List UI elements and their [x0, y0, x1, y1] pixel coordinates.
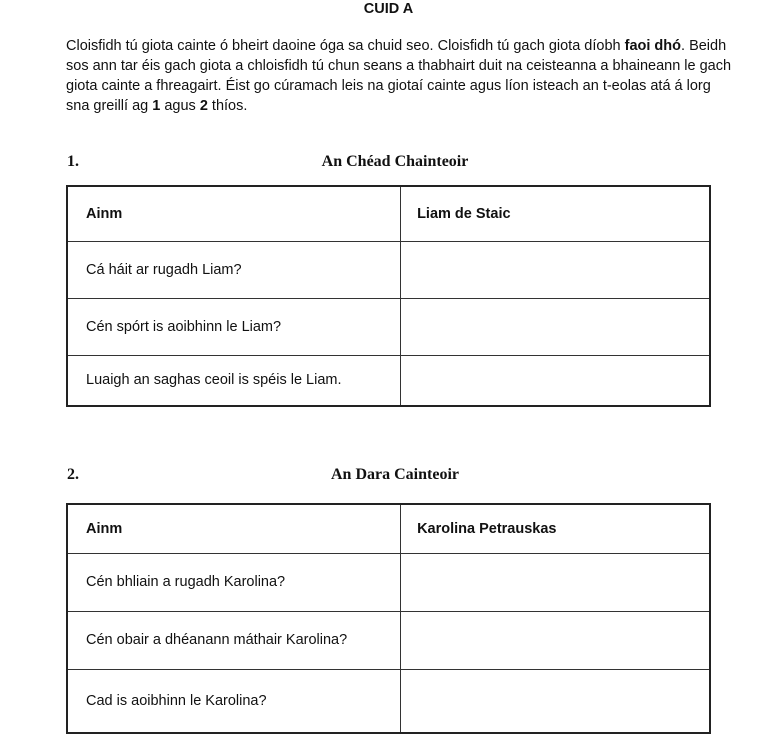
section-2-title: An Dara Cainteoir [331, 466, 459, 483]
table-row [67, 355, 710, 406]
intro-text-4: thíos. [207, 98, 248, 114]
answer-cell[interactable] [401, 241, 710, 298]
page-heading: CUID A [363, 1, 414, 17]
table-row [67, 553, 710, 611]
section-1-number: 1. [67, 153, 79, 170]
intro-text-2: . Beidh sos ann tar éis gach giota a chloisfidh tú chun seans a thabhairt duit na ceisteanna a bhaineann le gach giota cainte a fhreagairt. Éist go cúramach leis na giotaí cainte agus líon isteach an t-eolas atá á lorg sna greillí ag [66, 38, 732, 114]
grid-header-row [67, 186, 710, 241]
section-1-title: An Chéad Chainteoir [321, 153, 469, 170]
section-1-grid [66, 185, 711, 407]
name-value-cell: Karolina Petrauskas [401, 504, 710, 553]
intro-emphasis-twice: faoi dhó [624, 38, 682, 54]
name-label-cell: Ainm [67, 186, 401, 241]
section-2-grid [66, 503, 711, 734]
section-2-number: 2. [67, 466, 79, 483]
intro-text-3: agus [160, 98, 200, 114]
question-cell: Cá háit ar rugadh Liam? [67, 241, 401, 298]
answer-cell[interactable] [401, 298, 710, 355]
intro-emphasis-grid-2: 2 [199, 98, 208, 114]
name-label-cell: Ainm [67, 504, 401, 553]
table-row [67, 298, 710, 355]
answer-cell[interactable] [401, 611, 710, 669]
question-cell: Cad is aoibhinn le Karolina? [67, 669, 401, 733]
name-value-cell: Liam de Staic [401, 186, 710, 241]
question-cell: Cén obair a dhéanann máthair Karolina? [67, 611, 401, 669]
instructions-paragraph [66, 36, 736, 116]
answer-cell[interactable] [401, 669, 710, 733]
answer-cell[interactable] [401, 355, 710, 406]
table-row [67, 241, 710, 298]
question-cell: Cén bhliain a rugadh Karolina? [67, 553, 401, 611]
table-row [67, 611, 710, 669]
answer-cell[interactable] [401, 553, 710, 611]
intro-text-1: Cloisfidh tú giota cainte ó bheirt daoine óga sa chuid seo. Cloisfidh tú gach giota díobh [66, 38, 625, 54]
question-cell: Cén spórt is aoibhinn le Liam? [67, 298, 401, 355]
intro-emphasis-grid-1: 1 [152, 98, 161, 114]
table-row [67, 669, 710, 733]
question-cell: Luaigh an saghas ceoil is spéis le Liam. [67, 355, 401, 406]
grid-header-row [67, 504, 710, 553]
